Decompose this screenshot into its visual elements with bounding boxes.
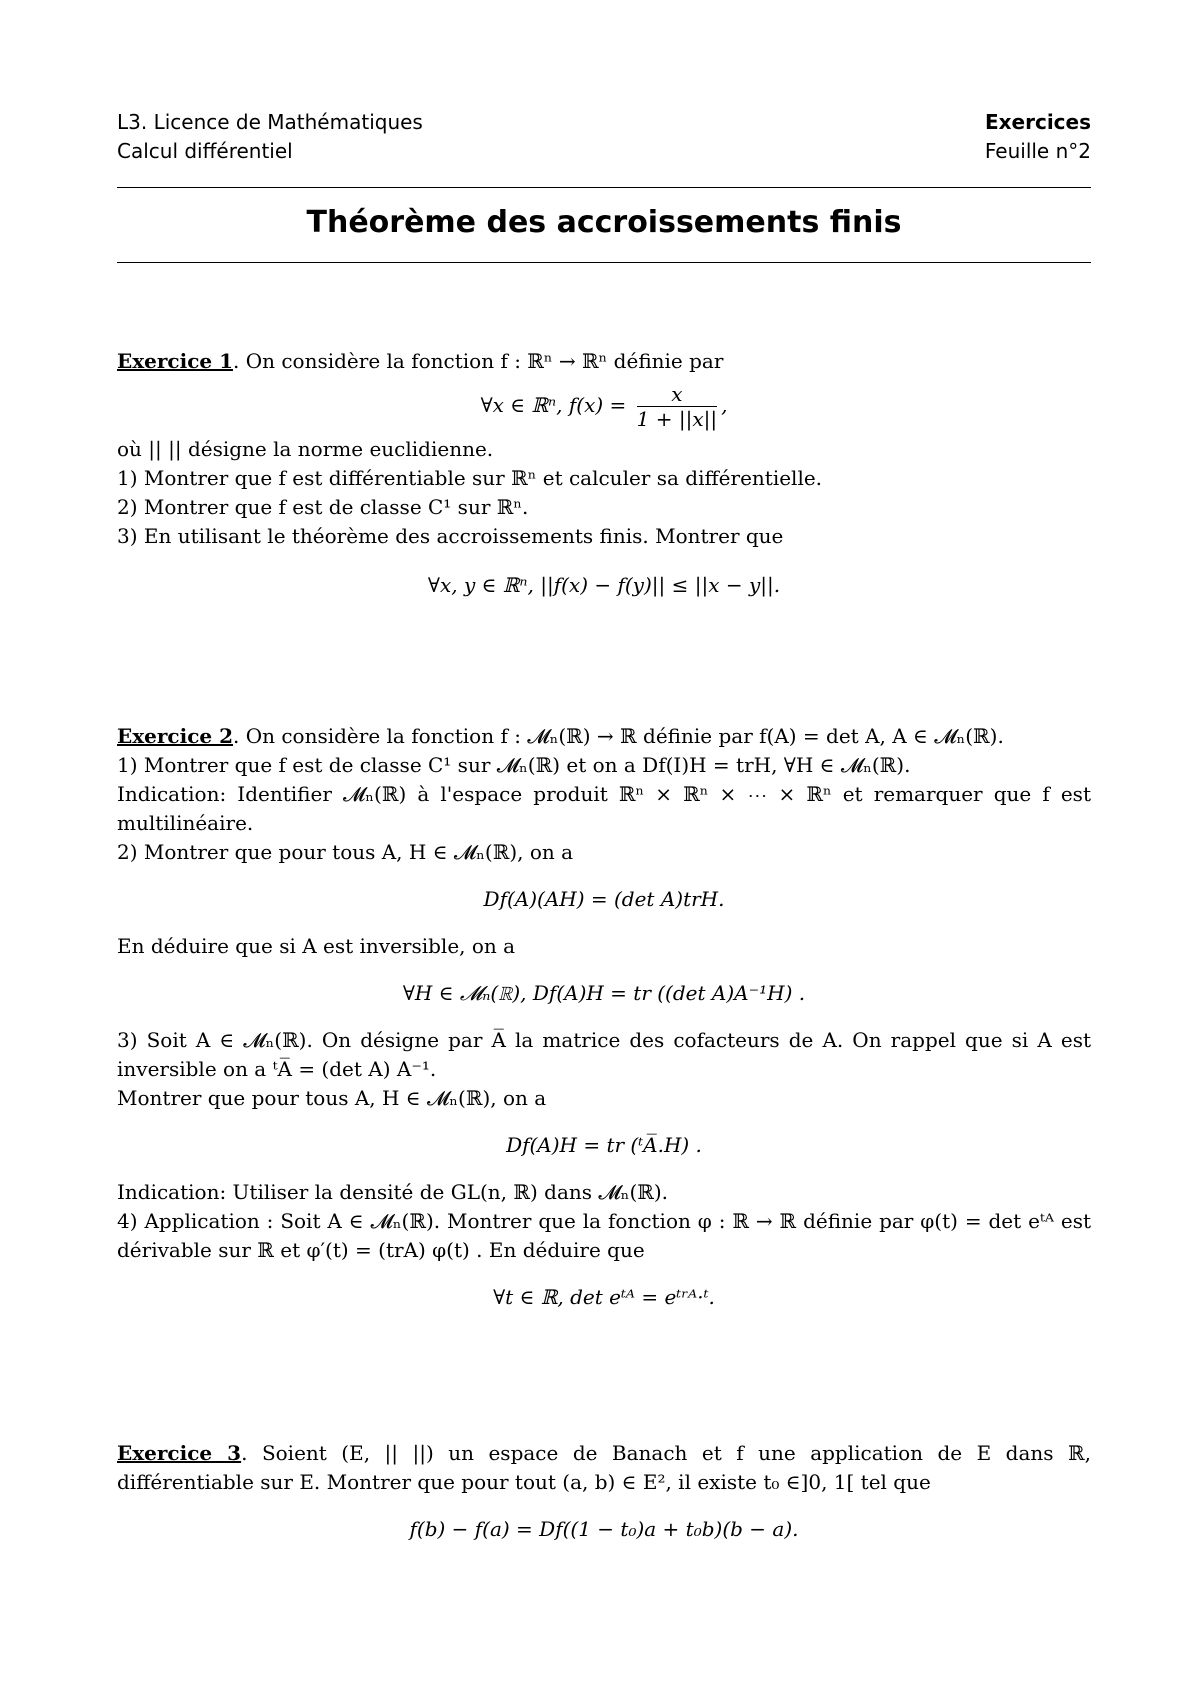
exercise-1-equation-2: ∀x, y ∈ ℝⁿ, ||f(x) − f(y)|| ≤ ||x − y||. bbox=[427, 573, 781, 597]
exercise-2-label: Exercice 2 bbox=[117, 724, 233, 748]
exercise-1-question-3: 3) En utilisant le théorème des accroissements finis. Montrer que bbox=[117, 524, 784, 548]
exercise-2-indication-2: Indication: Utiliser la densité de GL(n, ℝ) dans 𝓜ₙ(ℝ). bbox=[117, 1180, 669, 1204]
exercise-1 bbox=[117, 347, 1091, 600]
header-right bbox=[985, 108, 1091, 166]
header-rule-top bbox=[117, 187, 1091, 188]
exercise-2-question-3b: Montrer que pour tous A, H ∈ 𝓜ₙ(ℝ), on a bbox=[117, 1086, 547, 1110]
header-left bbox=[117, 108, 423, 166]
exercise-2-equation-4: ∀t ∈ ℝ, det eᵗᴬ = eᵗʳᴬ·ᵗ. bbox=[493, 1285, 715, 1309]
doc-type: Exercices bbox=[984, 110, 1091, 134]
exercise-2-equation-3: Df(A)H = tr (ᵗA̅.H) . bbox=[506, 1133, 702, 1157]
header-rule-bottom bbox=[117, 262, 1091, 263]
exercise-2-intro: Exercice 2. On considère la fonction f : 𝓜ₙ(ℝ) → ℝ définie par f(A) = det A, A ∈ 𝓜ₙ(ℝ). bbox=[117, 724, 1004, 748]
fraction: $\frac{x}{1 + ||x||}$ bbox=[636, 382, 718, 431]
exercise-3 bbox=[117, 1439, 1091, 1544]
exercise-2-equation-1: Df(A)(AH) = (det A)trH. bbox=[483, 887, 725, 911]
course-name: Calcul différentiel bbox=[117, 139, 293, 163]
exercise-1-question-1: 1) Montrer que f est différentiable sur ℝⁿ et calculer sa différentielle. bbox=[117, 466, 823, 490]
exercise-2-equation-2: ∀H ∈ 𝓜ₙ(ℝ), Df(A)H = tr ((det A)A⁻¹H) . bbox=[402, 981, 806, 1005]
exercise-2-question-1: 1) Montrer que f est de classe C¹ sur 𝓜ₙ(ℝ) et on a Df(I)H = trH, ∀H ∈ 𝓜ₙ(ℝ). bbox=[117, 753, 911, 777]
exercise-2-question-3: 3) Soit A ∈ 𝓜ₙ(ℝ). On désigne par A̅ la matrice des cofacteurs de A. On rappel que si A est inversible on a ᵗA̅ = (det A) A⁻¹. bbox=[117, 1028, 1091, 1081]
course-level: L3. Licence de Mathématiques bbox=[117, 110, 423, 134]
exercise-2 bbox=[117, 722, 1091, 1312]
exercise-1-note: où || || désigne la norme euclidienne. bbox=[117, 437, 494, 461]
exercise-2-deduce: En déduire que si A est inversible, on a bbox=[117, 934, 516, 958]
exercise-2-question-2: 2) Montrer que pour tous A, H ∈ 𝓜ₙ(ℝ), on a bbox=[117, 840, 574, 864]
exercise-1-label: Exercice 1 bbox=[117, 349, 233, 373]
exercise-3-label: Exercice 3 bbox=[117, 1441, 242, 1465]
exercise-1-equation-1: ∀x ∈ ℝⁿ, f(x) = $\frac{x}{1 + ||x||}$ , bbox=[480, 382, 728, 431]
exercise-3-intro: Exercice 3. Soient (E, || ||) un espace de Banach et f une application de E dans ℝ, différentiable sur E. Montrer que pour tout (a, b) ∈ E², il existe t₀ ∈]0, 1[ tel que bbox=[117, 1441, 1091, 1494]
exercise-3-equation-1: f(b) − f(a) = Df((1 − t₀)a + t₀b)(b − a). bbox=[409, 1517, 799, 1541]
page-title: Théorème des accroissements finis bbox=[306, 205, 902, 240]
sheet-number: Feuille n°2 bbox=[984, 139, 1091, 163]
exercise-1-intro: Exercice 1. On considère la fonction f : ℝⁿ → ℝⁿ définie par bbox=[117, 349, 724, 373]
exercise-1-question-2: 2) Montrer que f est de classe C¹ sur ℝⁿ. bbox=[117, 495, 529, 519]
exercise-2-question-4: 4) Application : Soit A ∈ 𝓜ₙ(ℝ). Montrer que la fonction φ : ℝ → ℝ définie par φ(t) = det eᵗᴬ est dérivable sur ℝ et φ′(t) = (trA) φ(t) . En déduire que bbox=[117, 1209, 1091, 1262]
exercise-2-indication-1: Indication: Identifier 𝓜ₙ(ℝ) à l'espace produit ℝⁿ × ℝⁿ × ⋯ × ℝⁿ et remarquer que f est multilinéaire. bbox=[117, 782, 1091, 835]
